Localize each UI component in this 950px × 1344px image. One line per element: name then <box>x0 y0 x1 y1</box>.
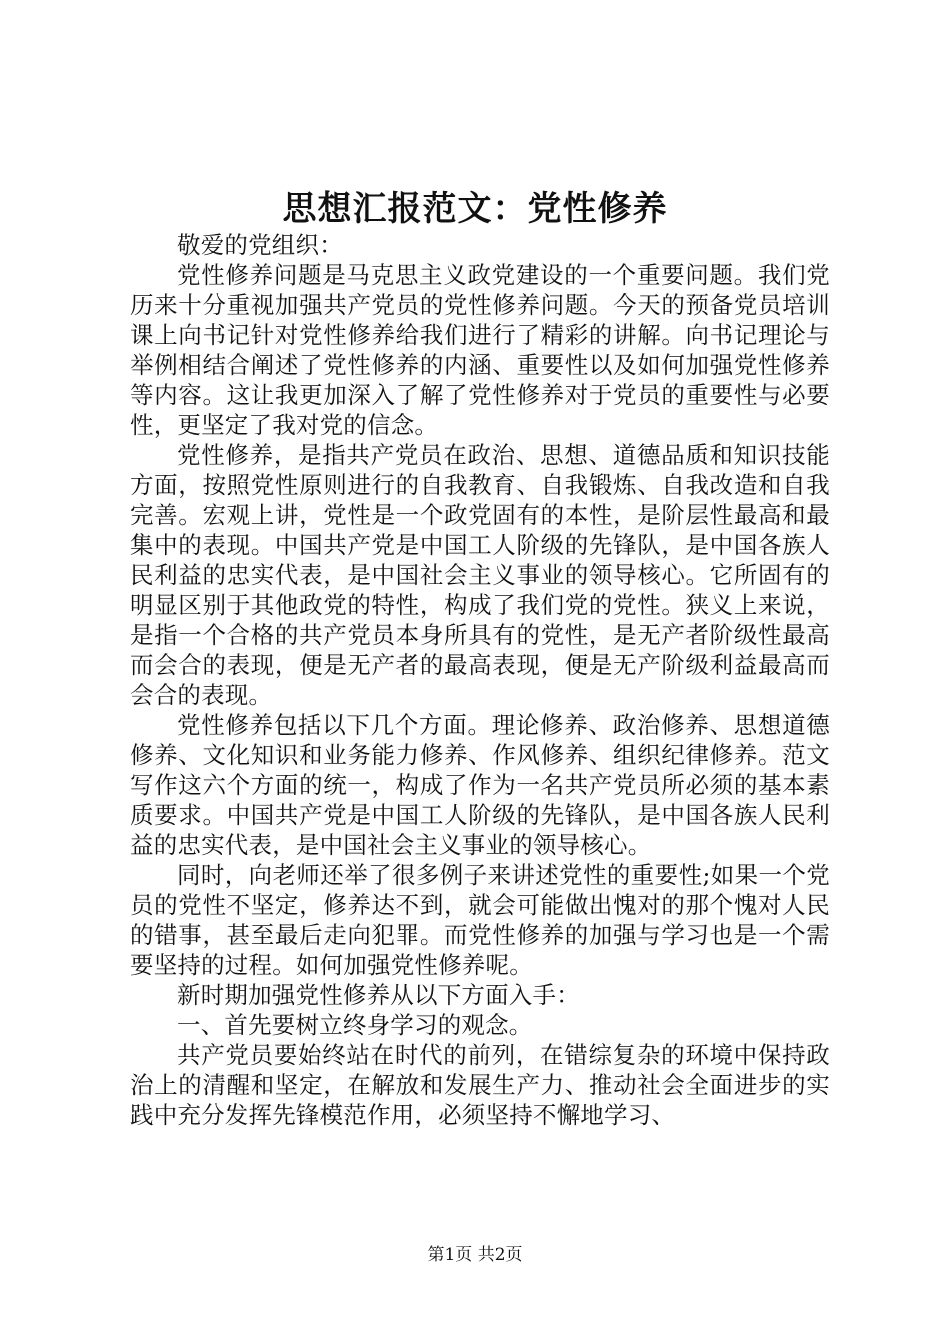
paragraph: 党性修养问题是马克思主义政党建设的一个重要问题。我们党历来十分重视加强共产党员的党性修养问题。今天的预备党员培训课上向书记针对党性修养给我们进行了精彩的讲解。向书记理论与举例相结合阐述了党性修养的内涵、重要性以及如何加强党性修养等内容。这让我更加深入了解了党性修养对于党员的重要性与必要性，更坚定了我对党的信念。 <box>130 261 830 439</box>
paragraph: 党性修养，是指共产党员在政治、思想、道德品质和知识技能方面，按照党性原则进行的自我教育、自我锻炼、自我改造和自我完善。宏观上讲，党性是一个政党固有的本性，是阶层性最高和最集中的表现。中国共产党是中国工人阶级的先锋队，是中国各族人民利益的忠实代表，是中国社会主义事业的领导核心。它所固有的明显区别于其他政党的特性，构成了我们党的党性。狭义上来说，是指一个合格的共产党员本身所具有的党性，是无产者阶级性最高而会合的表现，便是无产者的最高表现，便是无产阶级利益最高而会合的表现。 <box>130 441 830 709</box>
page-footer: 第1页 共2页 <box>427 1245 523 1265</box>
document-body <box>130 230 830 1130</box>
paragraph: 共产党员要始终站在时代的前列，在错综复杂的环境中保持政治上的清醒和坚定，在解放和发展生产力、推动社会全面进步的实践中充分发挥先锋模范作用，必须坚持不懈地学习、 <box>130 1041 830 1129</box>
paragraph: 一、首先要树立终身学习的观念。 <box>177 1011 533 1039</box>
document-title: 思想汇报范文：党性修养 <box>282 189 668 229</box>
paragraph: 同时，向老师还举了很多例子来讲述党性的重要性;如果一个党员的党性不坚定，修养达不到，就会可能做出愧对的那个愧对人民的错事，甚至最后走向犯罪。而党性修养的加强与学习也是一个需要坚持的过程。如何加强党性修养呢。 <box>130 861 830 979</box>
paragraph: 新时期加强党性修养从以下方面入手： <box>177 981 580 1009</box>
paragraph: 党性修养包括以下几个方面。理论修养、政治修养、思想道德修养、文化知识和业务能力修养、作风修养、组织纪律修养。范文写作这六个方面的统一，构成了作为一名共产党员所必须的基本素质要求。中国共产党是中国工人阶级的先锋队，是中国各族人民利益的忠实代表，是中国社会主义事业的领导核心。 <box>130 711 830 859</box>
salutation: 敬爱的党组织： <box>177 231 343 259</box>
